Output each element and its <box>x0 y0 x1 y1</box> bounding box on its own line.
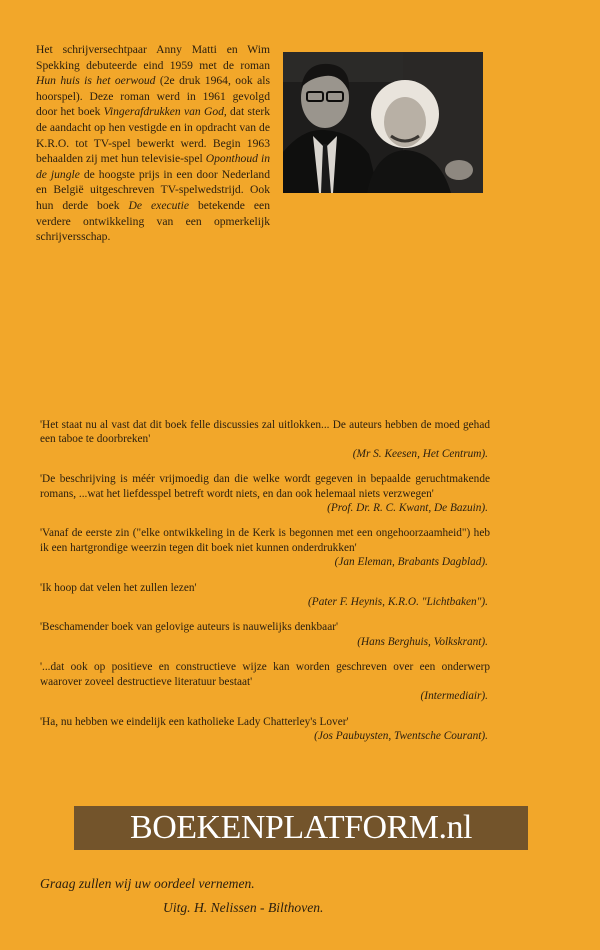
review-quote: '...dat ook op positieve en constructieve wijze kan worden geschreven over een onderwerp waarover zoveel destructieve literatuur bestaat' <box>40 661 490 688</box>
review-item <box>40 581 490 610</box>
review-source: (Jan Eleman, Brabants Dagblad). <box>334 556 488 569</box>
author-photo <box>283 52 483 193</box>
review-quotes <box>40 418 490 754</box>
review-source: (Intermediair). <box>420 690 488 703</box>
closing-invitation: Graag zullen wij uw oordeel vernemen. <box>40 876 255 891</box>
book-title-italic: De executie <box>128 198 189 212</box>
biography-text: de hoogste prijs in een door Nederland en België uitgeschreven TV-spelwedstrijd. Ook hun derde boek <box>36 167 270 212</box>
publisher-line: Uitg. H. Nelissen - Bilthoven. <box>163 900 324 915</box>
review-quote: 'Ha, nu hebben we eindelijk een katholieke Lady Chatterley's Lover' <box>40 715 349 728</box>
review-item <box>40 620 490 649</box>
review-item <box>40 418 490 461</box>
review-item <box>40 715 490 744</box>
review-item <box>40 660 490 703</box>
author-photo-image <box>283 52 483 193</box>
author-biography <box>36 42 270 245</box>
biography-text: (2e druk 1964, ook als hoorspel). Deze roman werd in 1961 gevolgd door het boek <box>36 74 270 119</box>
review-quote: 'Ik hoop dat velen het zullen lezen' <box>40 581 197 594</box>
review-source: (Hans Berghuis, Volkskrant). <box>357 635 488 648</box>
review-quote: 'De beschrijving is méér vrijmoedig dan die welke wordt gegeven in bepaalde geruchtmakende romans, ...wat het liefdesspel betreft wordt niets, en dan ook helemaal niets verzwegen' <box>40 473 490 500</box>
review-item <box>40 472 490 515</box>
review-item <box>40 526 490 569</box>
review-source: (Mr S. Keesen, Het Centrum). <box>352 447 488 460</box>
watermark-banner: BOEKENPLATFORM.nl <box>74 806 528 850</box>
review-source: (Prof. Dr. R. C. Kwant, De Bazuin). <box>327 502 488 515</box>
book-title-italic: Oponthoud in de jungle <box>36 152 271 181</box>
review-source: (Jos Paubuysten, Twentsche Courant). <box>314 729 488 742</box>
review-source: (Pater F. Heynis, K.R.O. "Lichtbaken"). <box>308 596 488 609</box>
review-quote: 'Beschamender boek van gelovige auteurs is nauwelijks denkbaar' <box>40 621 339 634</box>
biography-text: betekende een verdere ontwikkeling van een opmerkelijk schrijversschap. <box>36 198 270 244</box>
closing-block <box>40 872 490 920</box>
review-quote: 'Het staat nu al vast dat dit boek felle discussies zal uitlokken... De auteurs hebben de moed gehad een taboe te doorbreken' <box>40 419 490 446</box>
biography-text: dat sterk de aandacht op hen vestigde en in opdracht van de K.R.O. tot TV-spel bewerkt werd. Begin 1963 behaalden zij met hun televisie-spel <box>36 105 270 166</box>
book-title-italic: Hun huis is het oerwoud <box>36 74 156 88</box>
book-title-italic: Vingerafdrukken van God, <box>103 105 227 119</box>
review-quote: 'Vanaf de eerste zin ("elke ontwikkeling in de Kerk is begonnen met een ongehoorzaamheid") heb ik een hartgrondige weerzin tegen dit boek niet kunnen onderdrukken' <box>40 527 490 554</box>
biography-text: Het schrijversechtpaar Anny Matti en Wim Spekking debuteerde eind 1959 met de roman <box>36 43 270 72</box>
